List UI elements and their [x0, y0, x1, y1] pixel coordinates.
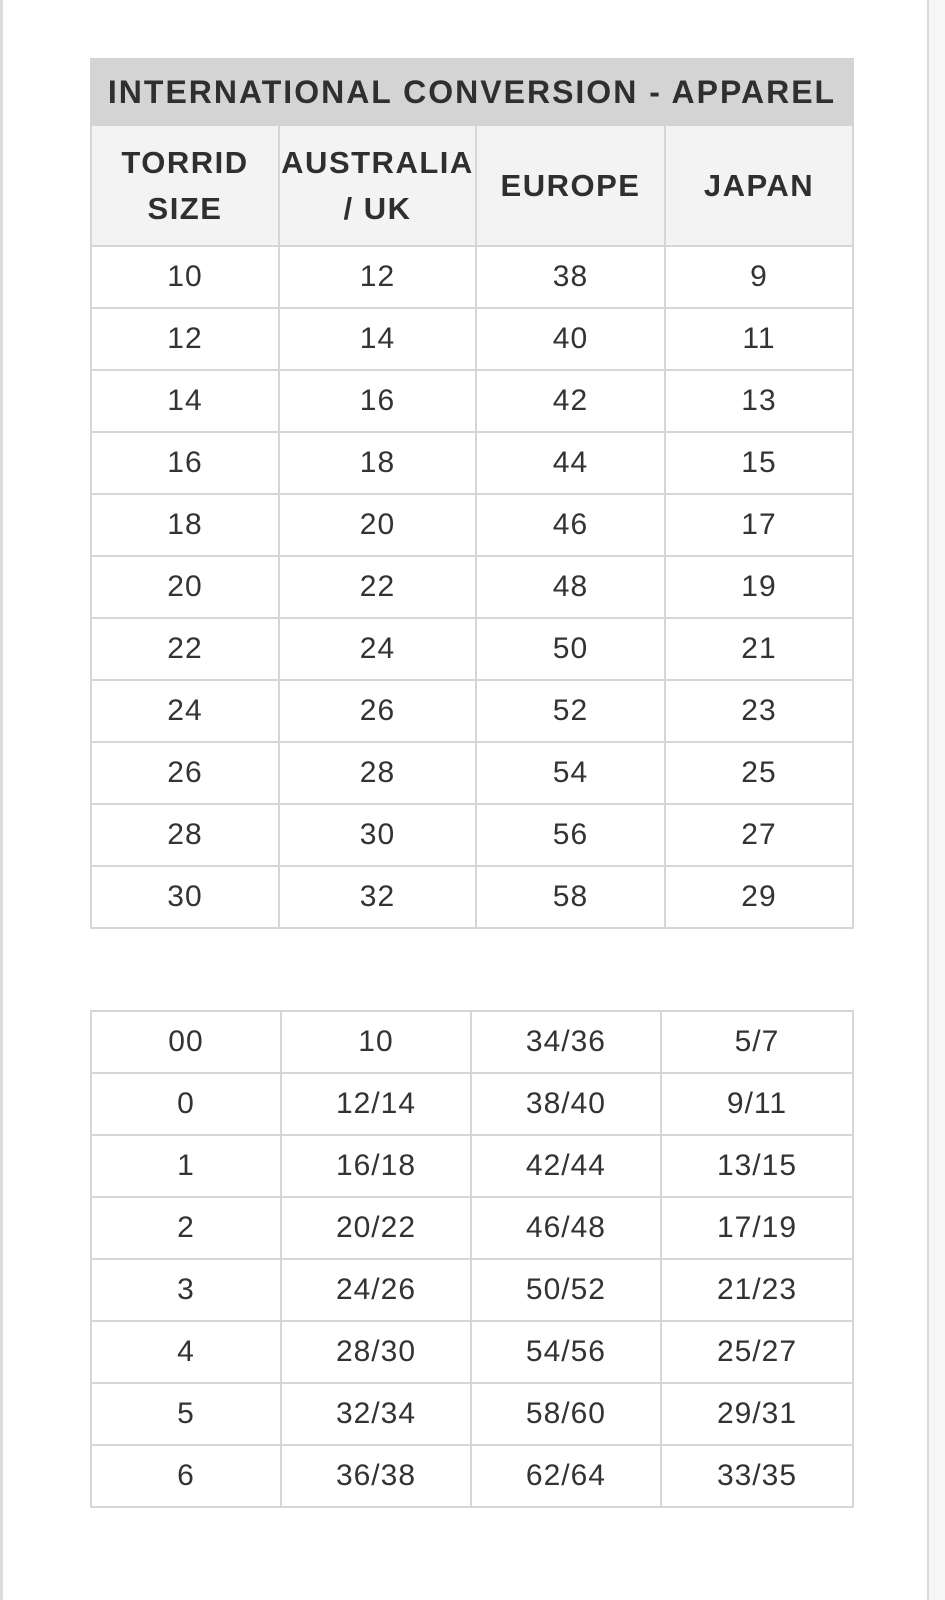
- table-row: [91, 1445, 853, 1507]
- cell-japan: 29/31: [661, 1383, 853, 1445]
- table-row: [91, 1321, 853, 1383]
- cell-japan: 21/23: [661, 1259, 853, 1321]
- cell-europe: 42: [476, 370, 665, 432]
- cell-japan: 29: [665, 866, 853, 928]
- header-australia-uk: [279, 125, 476, 246]
- cell-japan: 5/7: [661, 1011, 853, 1073]
- cell-japan: 19: [665, 556, 853, 618]
- cell-japan: 23: [665, 680, 853, 742]
- size-conversion-table-numeric: [90, 58, 854, 929]
- cell-australia-uk: 10: [281, 1011, 471, 1073]
- header-torrid-line2: SIZE: [147, 190, 223, 226]
- cell-japan: 21: [665, 618, 853, 680]
- cell-torrid-size: 10: [91, 246, 279, 308]
- cell-japan: 17: [665, 494, 853, 556]
- table-row: [91, 1011, 853, 1073]
- cell-torrid-size: 3: [91, 1259, 281, 1321]
- cell-japan: 33/35: [661, 1445, 853, 1507]
- cell-europe: 48: [476, 556, 665, 618]
- page-left-border: [0, 0, 3, 1600]
- cell-australia-uk: 28/30: [281, 1321, 471, 1383]
- table-title: INTERNATIONAL CONVERSION - APPAREL: [91, 59, 853, 125]
- cell-torrid-size: 0: [91, 1073, 281, 1135]
- cell-europe: 62/64: [471, 1445, 661, 1507]
- cell-torrid-size: 4: [91, 1321, 281, 1383]
- cell-japan: 25/27: [661, 1321, 853, 1383]
- cell-europe: 54/56: [471, 1321, 661, 1383]
- cell-japan: 9: [665, 246, 853, 308]
- cell-torrid-size: 24: [91, 680, 279, 742]
- cell-torrid-size: 16: [91, 432, 279, 494]
- size-conversion-table-alpha: [90, 1010, 854, 1508]
- cell-europe: 58: [476, 866, 665, 928]
- cell-torrid-size: 22: [91, 618, 279, 680]
- cell-australia-uk: 36/38: [281, 1445, 471, 1507]
- table-row: [91, 680, 853, 742]
- cell-australia-uk: 24: [279, 618, 476, 680]
- table-row: [91, 1073, 853, 1135]
- cell-australia-uk: 32/34: [281, 1383, 471, 1445]
- cell-japan: 17/19: [661, 1197, 853, 1259]
- cell-australia-uk: 16/18: [281, 1135, 471, 1197]
- table-row: [91, 618, 853, 680]
- cell-torrid-size: 6: [91, 1445, 281, 1507]
- cell-europe: 44: [476, 432, 665, 494]
- header-europe: EUROPE: [476, 125, 665, 246]
- cell-europe: 40: [476, 308, 665, 370]
- cell-japan: 11: [665, 308, 853, 370]
- cell-japan: 25: [665, 742, 853, 804]
- cell-australia-uk: 16: [279, 370, 476, 432]
- cell-torrid-size: 00: [91, 1011, 281, 1073]
- cell-australia-uk: 32: [279, 866, 476, 928]
- cell-australia-uk: 12: [279, 246, 476, 308]
- cell-australia-uk: 24/26: [281, 1259, 471, 1321]
- table-row: [91, 370, 853, 432]
- cell-europe: 46/48: [471, 1197, 661, 1259]
- cell-australia-uk: 20/22: [281, 1197, 471, 1259]
- header-torrid-line1: TORRID: [121, 144, 249, 180]
- cell-europe: 34/36: [471, 1011, 661, 1073]
- table-row: [91, 246, 853, 308]
- cell-europe: 42/44: [471, 1135, 661, 1197]
- cell-japan: 13/15: [661, 1135, 853, 1197]
- cell-europe: 38: [476, 246, 665, 308]
- table-row: [91, 308, 853, 370]
- cell-australia-uk: 20: [279, 494, 476, 556]
- cell-australia-uk: 28: [279, 742, 476, 804]
- alpha-size-rows: [91, 1011, 853, 1507]
- cell-japan: 27: [665, 804, 853, 866]
- cell-australia-uk: 18: [279, 432, 476, 494]
- table-row: [91, 432, 853, 494]
- table-row: [91, 804, 853, 866]
- table-row: [91, 1383, 853, 1445]
- cell-australia-uk: 22: [279, 556, 476, 618]
- cell-japan: 9/11: [661, 1073, 853, 1135]
- table-row: [91, 742, 853, 804]
- cell-europe: 58/60: [471, 1383, 661, 1445]
- table-row: [91, 494, 853, 556]
- cell-torrid-size: 12: [91, 308, 279, 370]
- table-row: [91, 1259, 853, 1321]
- cell-europe: 50/52: [471, 1259, 661, 1321]
- cell-europe: 54: [476, 742, 665, 804]
- header-torrid-size: [91, 125, 279, 246]
- cell-australia-uk: 30: [279, 804, 476, 866]
- table-row: [91, 1135, 853, 1197]
- cell-europe: 50: [476, 618, 665, 680]
- cell-torrid-size: 5: [91, 1383, 281, 1445]
- header-japan: JAPAN: [665, 125, 853, 246]
- cell-torrid-size: 30: [91, 866, 279, 928]
- cell-japan: 15: [665, 432, 853, 494]
- cell-australia-uk: 26: [279, 680, 476, 742]
- cell-torrid-size: 26: [91, 742, 279, 804]
- cell-torrid-size: 2: [91, 1197, 281, 1259]
- table-row: [91, 1197, 853, 1259]
- table-row: [91, 556, 853, 618]
- cell-torrid-size: 20: [91, 556, 279, 618]
- cell-europe: 38/40: [471, 1073, 661, 1135]
- cell-torrid-size: 18: [91, 494, 279, 556]
- cell-australia-uk: 14: [279, 308, 476, 370]
- cell-torrid-size: 28: [91, 804, 279, 866]
- cell-australia-uk: 12/14: [281, 1073, 471, 1135]
- numeric-size-rows: [91, 246, 853, 928]
- cell-europe: 52: [476, 680, 665, 742]
- header-australia-line2: / UK: [343, 190, 412, 226]
- cell-europe: 56: [476, 804, 665, 866]
- cell-torrid-size: 14: [91, 370, 279, 432]
- cell-torrid-size: 1: [91, 1135, 281, 1197]
- page-right-scroll-edge: [927, 0, 945, 1600]
- cell-japan: 13: [665, 370, 853, 432]
- cell-europe: 46: [476, 494, 665, 556]
- header-australia-line1: AUSTRALIA: [281, 144, 474, 180]
- table-row: [91, 866, 853, 928]
